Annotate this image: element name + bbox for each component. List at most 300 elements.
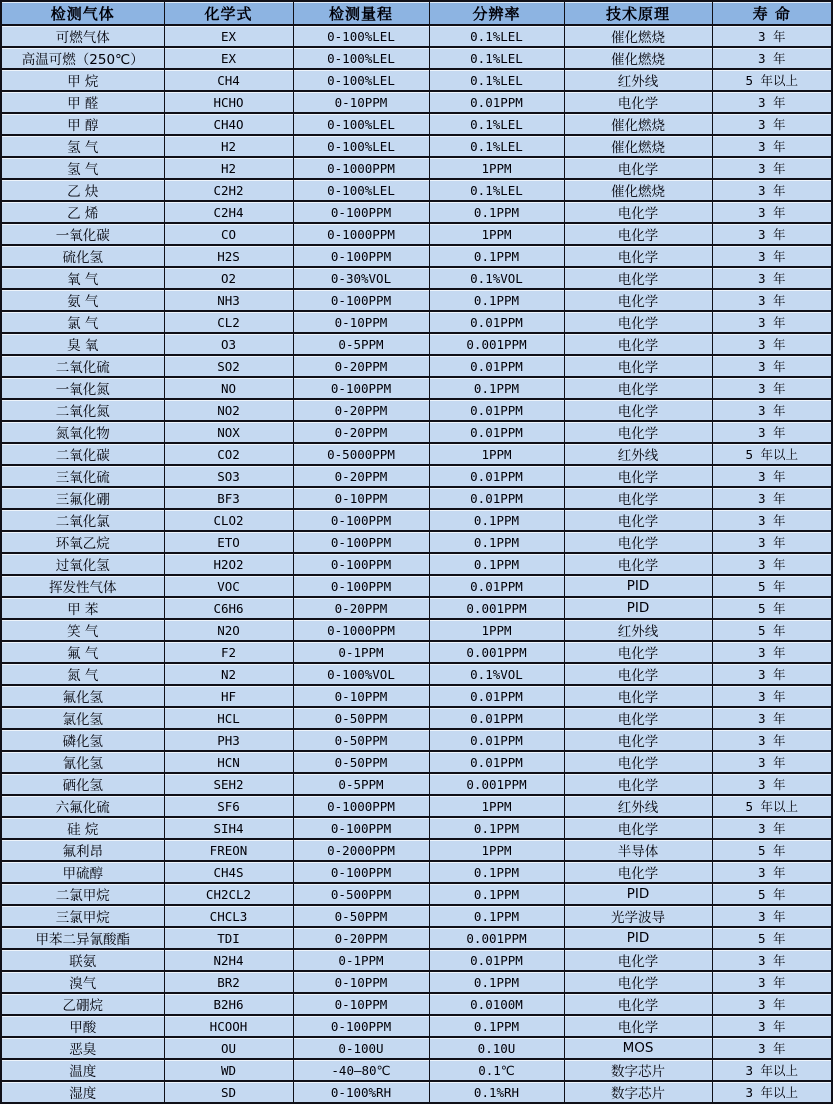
cell: 0.1%LEL [429, 113, 564, 135]
cell: SD [164, 1081, 293, 1103]
cell: 3 年 [712, 311, 832, 333]
cell: 0-50PPM [293, 905, 429, 927]
cell: 5 年以上 [712, 795, 832, 817]
cell: 硫化氢 [1, 245, 164, 267]
table-row [1, 443, 832, 465]
cell: 电化学 [564, 531, 712, 553]
table-row [1, 619, 832, 641]
cell: 3 年 [712, 861, 832, 883]
cell: 催化燃烧 [564, 47, 712, 69]
cell: 3 年以上 [712, 1081, 832, 1103]
cell: 0-100%LEL [293, 69, 429, 91]
cell: 氟 气 [1, 641, 164, 663]
table-row [1, 113, 832, 135]
cell: 3 年 [712, 25, 832, 47]
cell: WD [164, 1059, 293, 1081]
cell: PID [564, 575, 712, 597]
cell: 5 年以上 [712, 443, 832, 465]
cell: 3 年 [712, 707, 832, 729]
cell: 3 年 [712, 113, 832, 135]
cell: 0-100PPM [293, 531, 429, 553]
cell: 0-20PPM [293, 421, 429, 443]
cell: 3 年 [712, 1037, 832, 1059]
table-row [1, 949, 832, 971]
table-row [1, 1015, 832, 1037]
table-row [1, 641, 832, 663]
cell: 0.001PPM [429, 333, 564, 355]
cell: 电化学 [564, 377, 712, 399]
cell: 3 年 [712, 399, 832, 421]
cell: 3 年 [712, 487, 832, 509]
cell: 3 年 [712, 663, 832, 685]
cell: 0.1PPM [429, 377, 564, 399]
cell: 红外线 [564, 795, 712, 817]
cell: 0-100%LEL [293, 113, 429, 135]
cell: 臭 氧 [1, 333, 164, 355]
table-row [1, 927, 832, 949]
cell: F2 [164, 641, 293, 663]
cell: 催化燃烧 [564, 179, 712, 201]
table-row [1, 1059, 832, 1081]
cell: 乙 炔 [1, 179, 164, 201]
cell: 0-1PPM [293, 641, 429, 663]
table-row [1, 553, 832, 575]
cell: 0.1PPM [429, 201, 564, 223]
table-row [1, 223, 832, 245]
cell: 电化学 [564, 311, 712, 333]
cell: 电化学 [564, 949, 712, 971]
cell: 0.1PPM [429, 883, 564, 905]
cell: 3 年 [712, 289, 832, 311]
cell: 笑 气 [1, 619, 164, 641]
cell: 0-1000PPM [293, 157, 429, 179]
cell: 电化学 [564, 751, 712, 773]
cell: 电化学 [564, 157, 712, 179]
cell: 0-20PPM [293, 927, 429, 949]
cell: 0.01PPM [429, 685, 564, 707]
cell: 0.01PPM [429, 729, 564, 751]
cell: C2H4 [164, 201, 293, 223]
cell: 0.001PPM [429, 773, 564, 795]
column-header-0: 检测气体 [1, 1, 164, 25]
cell: 电化学 [564, 773, 712, 795]
cell: 3 年 [712, 465, 832, 487]
cell: 电化学 [564, 201, 712, 223]
table-row [1, 663, 832, 685]
table-row [1, 355, 832, 377]
cell: 电化学 [564, 663, 712, 685]
cell: 0-30%VOL [293, 267, 429, 289]
cell: 0.1PPM [429, 905, 564, 927]
cell: 一氧化碳 [1, 223, 164, 245]
cell: 0-100U [293, 1037, 429, 1059]
cell: 3 年 [712, 993, 832, 1015]
cell: ETO [164, 531, 293, 553]
table-row [1, 707, 832, 729]
cell: EX [164, 47, 293, 69]
cell: 红外线 [564, 619, 712, 641]
cell: H2 [164, 157, 293, 179]
cell: PID [564, 597, 712, 619]
cell: -40—80℃ [293, 1059, 429, 1081]
cell: 3 年 [712, 1015, 832, 1037]
cell: H2S [164, 245, 293, 267]
table-row [1, 289, 832, 311]
table-row [1, 245, 832, 267]
cell: 电化学 [564, 685, 712, 707]
table-row [1, 25, 832, 47]
cell: 5 年 [712, 619, 832, 641]
cell: BR2 [164, 971, 293, 993]
cell: 电化学 [564, 1015, 712, 1037]
cell: 0.01PPM [429, 311, 564, 333]
cell: 3 年 [712, 971, 832, 993]
cell: CH2CL2 [164, 883, 293, 905]
cell: 0-100PPM [293, 575, 429, 597]
table-row [1, 69, 832, 91]
cell: 氯化氢 [1, 707, 164, 729]
cell: 3 年 [712, 333, 832, 355]
cell: 3 年 [712, 245, 832, 267]
cell: 氧 气 [1, 267, 164, 289]
table-row [1, 179, 832, 201]
cell: O2 [164, 267, 293, 289]
cell: 0-100PPM [293, 245, 429, 267]
table-row [1, 487, 832, 509]
cell: NH3 [164, 289, 293, 311]
cell: 高温可燃（250℃） [1, 47, 164, 69]
cell: 5 年 [712, 927, 832, 949]
cell: 电化学 [564, 553, 712, 575]
cell: 电化学 [564, 355, 712, 377]
cell: 3 年 [712, 157, 832, 179]
cell: 三氯甲烷 [1, 905, 164, 927]
table-row [1, 817, 832, 839]
cell: 0.01PPM [429, 399, 564, 421]
cell: 0-100PPM [293, 289, 429, 311]
cell: 0-100%LEL [293, 135, 429, 157]
cell: 0-5000PPM [293, 443, 429, 465]
cell: 电化学 [564, 817, 712, 839]
cell: 甲 烷 [1, 69, 164, 91]
cell: 3 年 [712, 685, 832, 707]
table-row [1, 685, 832, 707]
cell: CL2 [164, 311, 293, 333]
cell: 可燃气体 [1, 25, 164, 47]
cell: 1PPM [429, 157, 564, 179]
cell: 氢 气 [1, 135, 164, 157]
table-row [1, 377, 832, 399]
cell: CH4O [164, 113, 293, 135]
cell: 0.1%LEL [429, 179, 564, 201]
cell: 5 年 [712, 597, 832, 619]
table-row [1, 531, 832, 553]
cell: 氨 气 [1, 289, 164, 311]
cell: C2H2 [164, 179, 293, 201]
cell: 氢 气 [1, 157, 164, 179]
cell: 环氧乙烷 [1, 531, 164, 553]
cell: 催化燃烧 [564, 113, 712, 135]
cell: 0.01PPM [429, 575, 564, 597]
cell: 0-2000PPM [293, 839, 429, 861]
cell: 0-10PPM [293, 91, 429, 113]
column-header-3: 分辨率 [429, 1, 564, 25]
cell: 电化学 [564, 465, 712, 487]
cell: 三氧化硫 [1, 465, 164, 487]
cell: N2O [164, 619, 293, 641]
table-row [1, 267, 832, 289]
cell: 0-100PPM [293, 553, 429, 575]
table-row [1, 905, 832, 927]
cell: 0.01PPM [429, 751, 564, 773]
cell: 数字芯片 [564, 1059, 712, 1081]
table-row [1, 839, 832, 861]
column-header-4: 技术原理 [564, 1, 712, 25]
cell: 0.1PPM [429, 531, 564, 553]
table-row [1, 421, 832, 443]
cell: 0.001PPM [429, 597, 564, 619]
cell: 0.1PPM [429, 509, 564, 531]
cell: 0-100%LEL [293, 25, 429, 47]
cell: 3 年 [712, 949, 832, 971]
cell: 0-100PPM [293, 377, 429, 399]
cell: H2 [164, 135, 293, 157]
cell: 0-10PPM [293, 685, 429, 707]
cell: 0-5PPM [293, 333, 429, 355]
cell: 数字芯片 [564, 1081, 712, 1103]
cell: SO3 [164, 465, 293, 487]
cell: 0.1PPM [429, 861, 564, 883]
table-row [1, 1037, 832, 1059]
cell: 3 年 [712, 641, 832, 663]
cell: 电化学 [564, 421, 712, 443]
table-row [1, 971, 832, 993]
cell: 光学波导 [564, 905, 712, 927]
cell: 电化学 [564, 861, 712, 883]
table-row [1, 795, 832, 817]
cell: 电化学 [564, 509, 712, 531]
cell: 0.1%LEL [429, 135, 564, 157]
cell: 溴气 [1, 971, 164, 993]
cell: CHCL3 [164, 905, 293, 927]
table-body [1, 25, 832, 1103]
cell: HCHO [164, 91, 293, 113]
cell: 电化学 [564, 641, 712, 663]
cell: SEH2 [164, 773, 293, 795]
cell: 二氧化氯 [1, 509, 164, 531]
cell: 二氧化硫 [1, 355, 164, 377]
cell: 氯 气 [1, 311, 164, 333]
cell: EX [164, 25, 293, 47]
table-row [1, 47, 832, 69]
cell: 甲 醛 [1, 91, 164, 113]
table-row [1, 399, 832, 421]
cell: 5 年 [712, 839, 832, 861]
cell: 0-1PPM [293, 949, 429, 971]
table-row [1, 597, 832, 619]
cell: 红外线 [564, 443, 712, 465]
cell: TDI [164, 927, 293, 949]
cell: 乙硼烷 [1, 993, 164, 1015]
column-header-1: 化学式 [164, 1, 293, 25]
cell: 甲苯二异氰酸酯 [1, 927, 164, 949]
cell: 5 年以上 [712, 69, 832, 91]
cell: 0.1PPM [429, 553, 564, 575]
cell: 0-100PPM [293, 201, 429, 223]
cell: CH4S [164, 861, 293, 883]
cell: 0-10PPM [293, 487, 429, 509]
table-row [1, 751, 832, 773]
cell: 0-100%VOL [293, 663, 429, 685]
cell: 电化学 [564, 971, 712, 993]
cell: HF [164, 685, 293, 707]
cell: 0.1%LEL [429, 25, 564, 47]
cell: 3 年以上 [712, 1059, 832, 1081]
cell: SF6 [164, 795, 293, 817]
table-row [1, 135, 832, 157]
cell: 湿度 [1, 1081, 164, 1103]
cell: 0.0100M [429, 993, 564, 1015]
cell: 0-50PPM [293, 707, 429, 729]
cell: 0.001PPM [429, 641, 564, 663]
cell: 0-50PPM [293, 729, 429, 751]
column-header-2: 检测量程 [293, 1, 429, 25]
cell: 0-20PPM [293, 399, 429, 421]
cell: 3 年 [712, 223, 832, 245]
cell: 电化学 [564, 245, 712, 267]
cell: 温度 [1, 1059, 164, 1081]
cell: 3 年 [712, 47, 832, 69]
cell: H2O2 [164, 553, 293, 575]
cell: 甲硫醇 [1, 861, 164, 883]
cell: VOC [164, 575, 293, 597]
table-row [1, 311, 832, 333]
cell: 0.1%LEL [429, 47, 564, 69]
cell: 硅 烷 [1, 817, 164, 839]
cell: 过氧化氢 [1, 553, 164, 575]
cell: MOS [564, 1037, 712, 1059]
cell: HCL [164, 707, 293, 729]
cell: B2H6 [164, 993, 293, 1015]
cell: 3 年 [712, 377, 832, 399]
cell: 甲 醇 [1, 113, 164, 135]
cell: N2H4 [164, 949, 293, 971]
cell: 二氧化碳 [1, 443, 164, 465]
table-row [1, 883, 832, 905]
cell: 3 年 [712, 267, 832, 289]
cell: 硒化氢 [1, 773, 164, 795]
cell: PH3 [164, 729, 293, 751]
cell: 3 年 [712, 509, 832, 531]
cell: 0.01PPM [429, 91, 564, 113]
cell: NO [164, 377, 293, 399]
cell: CH4 [164, 69, 293, 91]
cell: 半导体 [564, 839, 712, 861]
cell: HCOOH [164, 1015, 293, 1037]
cell: NOX [164, 421, 293, 443]
cell: 0-1000PPM [293, 619, 429, 641]
cell: NO2 [164, 399, 293, 421]
cell: 1PPM [429, 619, 564, 641]
column-header-5: 寿 命 [712, 1, 832, 25]
cell: 氮氧化物 [1, 421, 164, 443]
cell: 3 年 [712, 421, 832, 443]
cell: 氰化氢 [1, 751, 164, 773]
cell: 3 年 [712, 91, 832, 113]
cell: 3 年 [712, 531, 832, 553]
cell: 1PPM [429, 223, 564, 245]
table-row [1, 993, 832, 1015]
cell: 0.01PPM [429, 949, 564, 971]
cell: 乙 烯 [1, 201, 164, 223]
cell: 0.1℃ [429, 1059, 564, 1081]
table-row [1, 575, 832, 597]
cell: 3 年 [712, 135, 832, 157]
cell: 氮 气 [1, 663, 164, 685]
cell: 0.1%LEL [429, 69, 564, 91]
cell: 0.1%RH [429, 1081, 564, 1103]
cell: HCN [164, 751, 293, 773]
cell: 催化燃烧 [564, 25, 712, 47]
cell: CLO2 [164, 509, 293, 531]
cell: CO [164, 223, 293, 245]
cell: 0.01PPM [429, 421, 564, 443]
cell: N2 [164, 663, 293, 685]
cell: 3 年 [712, 905, 832, 927]
cell: 红外线 [564, 69, 712, 91]
cell: 0-20PPM [293, 355, 429, 377]
cell: 3 年 [712, 553, 832, 575]
cell: 0-10PPM [293, 971, 429, 993]
cell: 0-500PPM [293, 883, 429, 905]
cell: 0.1PPM [429, 817, 564, 839]
cell: 一氧化氮 [1, 377, 164, 399]
cell: 0.01PPM [429, 707, 564, 729]
cell: O3 [164, 333, 293, 355]
table-row [1, 157, 832, 179]
cell: 0-100PPM [293, 1015, 429, 1037]
cell: 电化学 [564, 267, 712, 289]
table-row [1, 729, 832, 751]
cell: 3 年 [712, 355, 832, 377]
cell: 0.001PPM [429, 927, 564, 949]
cell: 电化学 [564, 399, 712, 421]
cell: 0-10PPM [293, 311, 429, 333]
cell: 3 年 [712, 751, 832, 773]
cell: 0-100%LEL [293, 47, 429, 69]
cell: 3 年 [712, 817, 832, 839]
cell: 氟利昂 [1, 839, 164, 861]
cell: 1PPM [429, 795, 564, 817]
cell: 3 年 [712, 179, 832, 201]
header-row [1, 1, 832, 25]
cell: 0-20PPM [293, 597, 429, 619]
cell: 电化学 [564, 223, 712, 245]
cell: 3 年 [712, 729, 832, 751]
cell: 0-1000PPM [293, 795, 429, 817]
cell: 联氨 [1, 949, 164, 971]
cell: FREON [164, 839, 293, 861]
cell: C6H6 [164, 597, 293, 619]
cell: 0.01PPM [429, 355, 564, 377]
cell: 电化学 [564, 487, 712, 509]
cell: 5 年 [712, 575, 832, 597]
cell: 恶臭 [1, 1037, 164, 1059]
table-row [1, 1081, 832, 1103]
cell: 电化学 [564, 729, 712, 751]
cell: 0-10PPM [293, 993, 429, 1015]
cell: 0-20PPM [293, 465, 429, 487]
